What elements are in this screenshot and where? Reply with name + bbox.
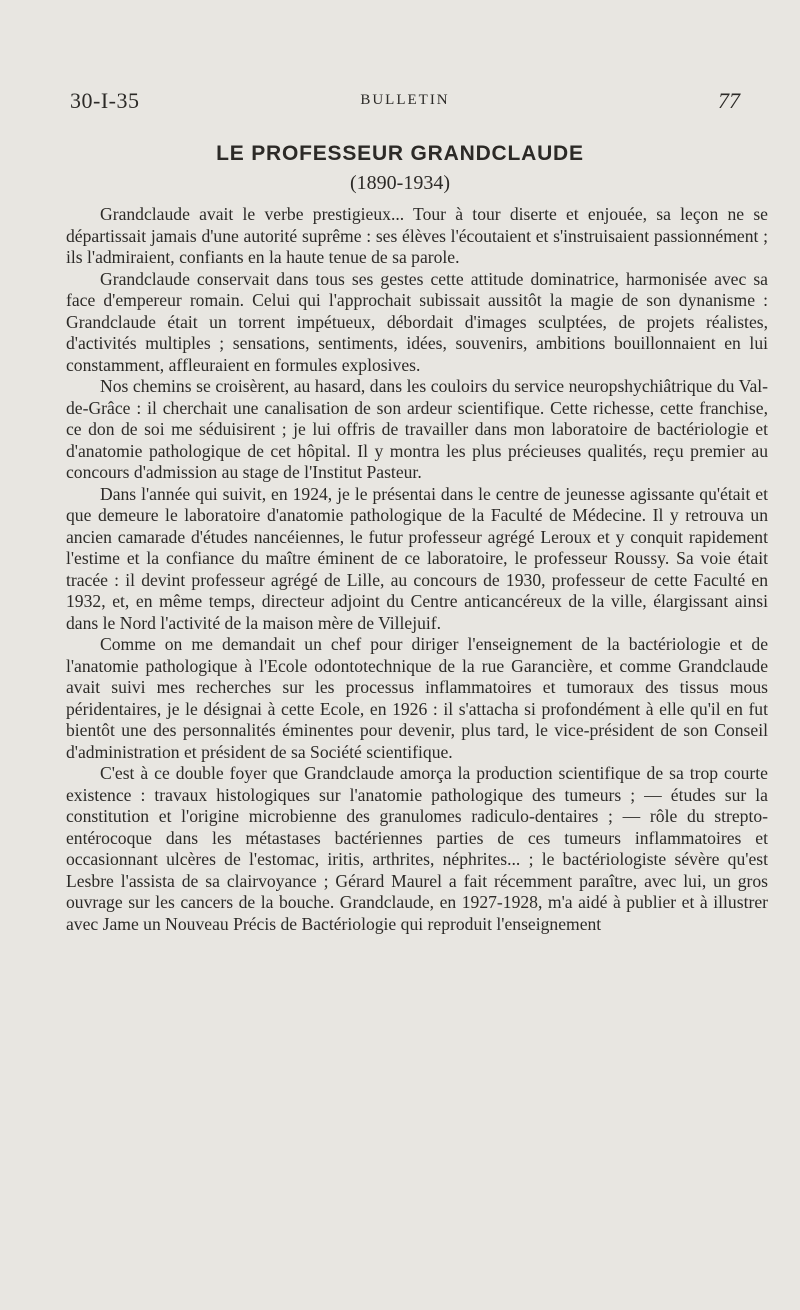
running-header xyxy=(70,88,740,116)
running-title: BULLETIN xyxy=(360,92,450,108)
paragraph: Grandclaude avait le verbe prestigieux... Tour à tour diserte et enjouée, sa leçon ne se départissait jamais d'une autorité suprême : ses élèves l'écoutaient et s'instruisaient passionnément ; ils l'admiraient, confiants en la haute tenue de sa parole. xyxy=(66,204,768,267)
article-dates: (1890-1934) xyxy=(350,172,450,194)
page-number: 77 xyxy=(718,88,740,113)
paragraph: Nos chemins se croisèrent, au hasard, dans les couloirs du service neuropshychiâtrique du Val-de-Grâce : il cherchait une canalisation de son ardeur scientifique. Cette richesse, cette franchise, ce don de soi me séduisirent ; je lui offris de travailler dans mon laboratoire de bactériologie et d'anatomie pathologique de cet hôpital. Il y montra les plus précieuses qualités, reçu premier au concours d'admission au stage de l'Institut Pasteur. xyxy=(66,376,768,482)
article-body xyxy=(66,204,768,935)
paragraph: Comme on me demandait un chef pour diriger l'enseignement de la bactériologie et de l'anatomie pathologique à l'Ecole odontotechnique de la rue Garancière, et comme Grandclaude avait suivi mes recherches sur les processus inflammatoires et tumoraux des tissus mous péridentaires, je le désignai à cette Ecole, en 1926 : il s'attacha si profondément à elle qu'il en fut bientôt une des personnalités éminentes pour devenir, plus tard, le vice-président de son Conseil d'administration et président de sa Société scientifique. xyxy=(66,634,768,762)
paragraph: Dans l'année qui suivit, en 1924, je le présentai dans le centre de jeunesse agissante qu'était et que demeure le laboratoire d'anatomie pathologique de la Faculté de Médecine. Il y retrouva un ancien camarade d'études nancéiennes, le futur professeur agrégé Leroux et y conquit rapidement l'estime et la confiance du maître éminent de ce laboratoire, le professeur Roussy. Sa voie était tracée : il devint professeur agrégé de Lille, au concours de 1930, professeur de cette Faculté en 1932, et, en même temps, directeur adjoint du Centre anticancéreux de la ville, élargissant ainsi dans le Nord l'activité de la maison mère de Villejuif. xyxy=(66,483,768,633)
paragraph: Grandclaude conservait dans tous ses gestes cette attitude dominatrice, harmonisée avec sa face d'empereur romain. Celui qui l'approchait subissait aussitôt la magie de son dynanisme : Grandclaude était un torrent impétueux, débordait d'images sculptées, de projets réalistes, d'activités multiples ; sensations, sentiments, idées, souvenirs, ambitions bouillonnaient en lui constamment, affleuraient en formules explosives. xyxy=(66,268,768,375)
issue-date: 30-I-35 xyxy=(70,88,140,113)
article-title: LE PROFESSEUR GRANDCLAUDE xyxy=(216,142,584,165)
paragraph: C'est à ce double foyer que Grandclaude amorça la production scientifique de sa trop courte existence : travaux histologiques sur l'anatomie pathologique des tumeurs ; — études sur la constitution et l'origine microbienne des granulomes radiculo-dentaires ; — rôle du strepto-entérocoque dans les métastases bactériennes parties de ces tumeurs inflammatoires et occasionnant ulcères de l'estomac, iritis, arthrites, néphrites... ; le bactériologiste sévère qu'est Lesbre l'assista de sa clairvoyance ; Gérard Maurel a fait récemment paraître, avec lui, un gros ouvrage sur les cancers de la bouche. Grandclaude, en 1927-1928, m'a aidé à publier et à illustrer avec Jame un Nouveau Précis de Bactériologie qui reproduit l'enseignement xyxy=(66,763,768,934)
